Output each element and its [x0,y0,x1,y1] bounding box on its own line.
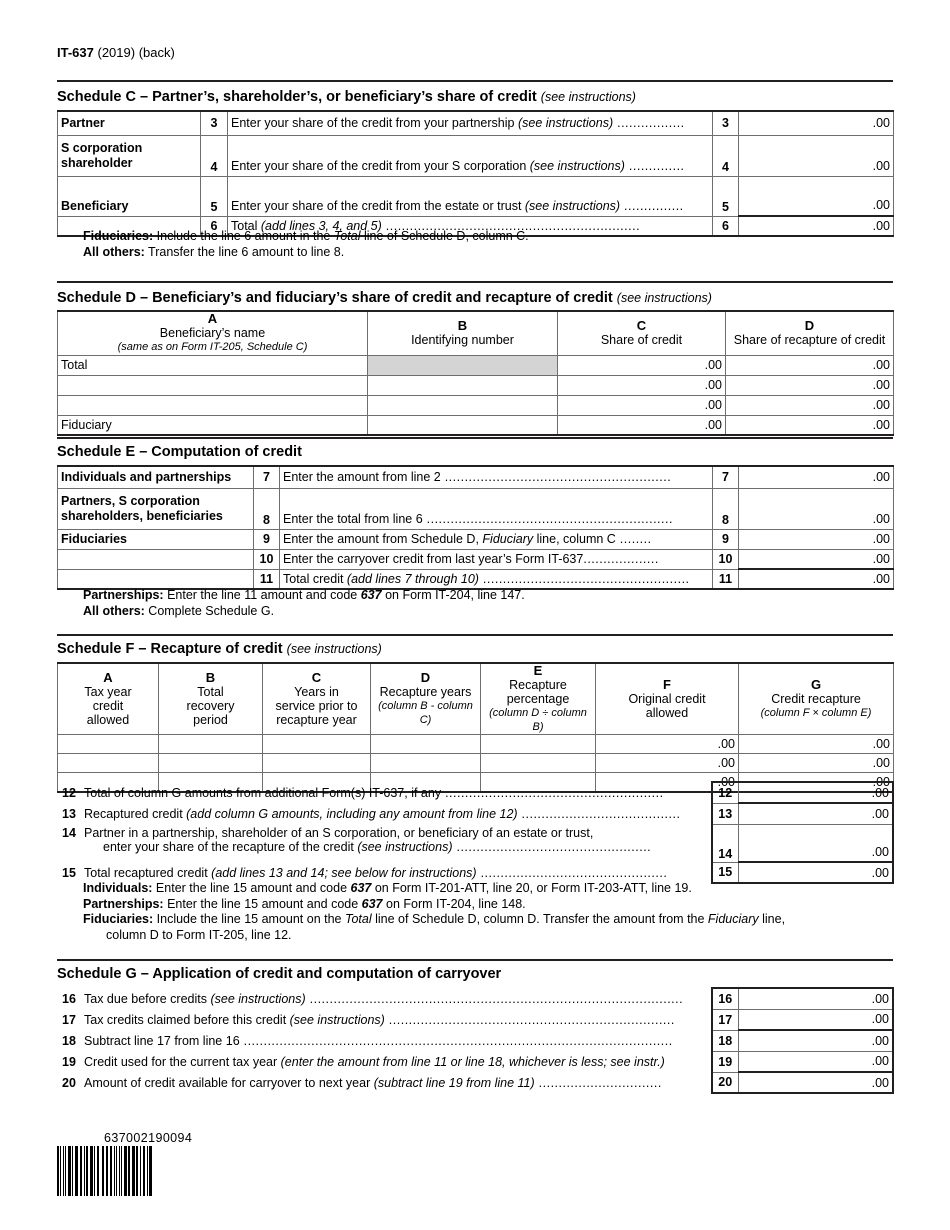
sf-col-a-letter: A [103,670,113,685]
schedule-e-table [57,465,894,590]
sf-desc-pre-14: enter your share of the recapture of the credit [103,840,358,854]
sf-cell-c[interactable] [263,735,371,754]
sf-col-c-name: Years in service prior to recapture year [275,685,358,727]
barcode [57,1146,152,1196]
sg-dots-17: ........................................................................ [384,1012,675,1027]
sg-dots-20: ............................... [534,1075,662,1090]
se-num2-7: 7 [713,466,739,488]
sc-num2-3: 3 [713,111,739,135]
sg-line-desc-20 [81,1072,712,1093]
schedule-e-title-text: Schedule E – Computation of credit [57,444,302,460]
sf-line-desc-14 [81,824,712,862]
note-label: All others: [83,603,145,618]
sf-col-g-sub: (column F × column E) [760,707,872,719]
note-ital2: Fiduciary [707,912,759,926]
sd-row-id-fiduciary[interactable] [368,415,558,435]
sg-desc-text-19: Credit used for the current tax year [84,1054,281,1069]
sf-col-b-letter: B [205,670,216,685]
sg-dots-18: ............................................................................................................ [239,1033,673,1048]
sf-desc-ital-14: (see instructions) [357,840,453,854]
sf-col-g-letter: G [810,677,822,692]
divider-schedule-d [57,281,893,283]
sf-desc-ital-15: (add lines 13 and 14; see below for instructions) [211,865,477,880]
sf-line-num-12: 12 [62,785,76,800]
note-all-others [83,604,525,620]
se-amount-8[interactable]: .00 [739,488,894,529]
se-dots-10: ................... [583,552,659,566]
sf-dots-14: ................................................. [452,840,652,854]
sf-col-c-letter: C [311,670,322,685]
sf-col-d-letter: D [420,670,431,685]
sg-num2-20: 20 [712,1072,738,1093]
sf-cell-c[interactable] [263,754,371,773]
se-desc-text-11: Total credit [283,571,347,586]
sd-row-id[interactable] [368,375,558,395]
sf-line-num-14: 14 [62,826,76,840]
sd-row-label[interactable] [58,375,368,395]
table-row [58,395,894,415]
sf-desc-text-12: Total of column G amounts from additional Form(s) IT-637, if any [84,785,442,800]
note-text: Include the line 6 amount in the [153,229,334,243]
sc-desc-text-5: Enter your share of the credit from the estate or trust [231,198,525,213]
sd-row-d[interactable]: .00 [726,375,894,395]
table-row [58,111,894,135]
note-text2: on Form IT-201-ATT, line 20, or Form IT-203-ATT, line 19. [371,881,692,895]
sg-amount-20[interactable]: .00 [738,1072,893,1093]
sg-desc-text-18: Subtract line 17 from line 16 [84,1033,240,1048]
sc-desc-ital-3: (see instructions) [517,116,614,131]
se-desc-ital-11: (add lines 7 through 10) [346,571,479,586]
sc-dots-6: ................................................................ [381,218,641,233]
sd-col-c-letter: C [636,318,647,334]
sf-amount-12[interactable]: .00 [738,782,893,803]
sf-cell-e[interactable] [481,754,596,773]
sf-line-desc-13 [81,803,712,824]
note-label: Individuals: [83,881,153,895]
table-row [58,466,894,488]
sf-num2-12: 12 [712,782,738,803]
note-label: Partnerships: [83,588,164,602]
note-code: 637 [360,588,382,602]
note-partnerships [83,897,785,913]
se-amount-9[interactable]: .00 [739,529,894,549]
sf-col-f-letter: F [663,677,671,692]
sd-row-d[interactable]: .00 [726,395,894,415]
table-row [58,375,894,395]
note-text: Include the line 15 amount on the [153,912,345,926]
schedule-d-title-note: (see instructions) [616,291,712,305]
sc-row-label-s-corp: S corporation shareholder [58,135,201,176]
sf-col-g-name: Credit recapture [771,692,861,706]
sg-desc-ital-16: (see instructions) [210,991,306,1006]
schedule-e-title [57,444,302,460]
sf-amount-15[interactable]: .00 [738,862,893,883]
note-ital1: Total [344,912,372,926]
sf-cell-f[interactable]: .00 [596,754,739,773]
sf-cell-b[interactable] [159,754,263,773]
se-desc-pre-9: Enter the amount from Schedule D, [283,532,483,546]
se-row-label-blank [58,549,254,569]
se-row-num-10: 10 [254,549,280,569]
se-desc-post-9: line, column C [533,532,616,546]
sf-col-e-letter: E [533,663,543,678]
schedule-f-title-text: Schedule F – Recapture of credit [57,641,283,657]
table-row [57,1072,893,1093]
schedule-f-table [57,662,894,793]
note-text2: on Form IT-204, line 147. [381,588,525,602]
table-row [57,1051,893,1072]
sd-col-d-sub: of credit [840,333,886,348]
sg-dots-16: .............................................................................................. [305,991,684,1006]
sd-col-a-letter: A [207,311,218,327]
schedule-c-title [57,89,636,105]
sg-line-num-20: 20 [62,1075,76,1090]
sf-col-b-name: Total recovery period [186,685,235,727]
sf-line-num-15: 15 [62,865,76,880]
se-row-num-7: 7 [254,466,280,488]
table-row [58,529,894,549]
sg-line-desc-19 [81,1051,712,1072]
sf-dots-15: ............................................... [476,865,668,880]
form-number: IT-637 [57,45,94,60]
sf-num2-13: 13 [712,803,738,824]
sf-col-b [159,663,263,735]
sf-desc-line2-14 [84,840,708,854]
table-header-row [58,663,894,735]
sg-line-desc-16 [81,988,712,1009]
sf-line-desc-15 [81,862,712,883]
sf-desc-text-15: Total recaptured credit [84,865,212,880]
se-row-num-9: 9 [254,529,280,549]
sf-col-d-sub: (column B - column C) [378,700,473,726]
schedule-d-title-text: Schedule D – Beneficiary’s and fiduciary’s share of credit and recapture of credit [57,290,613,306]
sd-col-a-name: Beneficiary’s name [159,326,266,341]
se-desc-text-10: Enter the carryover credit from last year’s Form IT-637 [283,552,584,566]
sf-line-desc-12 [81,782,712,803]
se-row-num-11: 11 [254,569,280,589]
se-row-label-blank2 [58,569,254,589]
sd-col-a [58,311,368,355]
sf-col-a-name: Tax year credit allowed [84,685,132,727]
se-num2-11: 11 [713,569,739,589]
sg-amount-18[interactable]: .00 [738,1030,893,1051]
sf-cell-d[interactable] [371,735,481,754]
sc-row-desc-4 [228,135,713,176]
sd-col-c-name: Share of credit [600,333,683,348]
sg-desc-text-16: Tax due before credits [84,991,211,1006]
sd-col-d-name: Share of recapture [733,333,838,348]
barcode-number: 637002190094 [104,1131,193,1145]
sf-col-e-name: Recapture percentage [506,678,570,706]
sc-desc-ital-4: (see instructions) [529,158,625,173]
sf-col-f-name: Original credit allowed [628,692,706,720]
sg-line-num-16: 16 [62,991,76,1006]
schedule-g-title [57,966,501,982]
sg-desc-ital-20: (subtract line 19 from line 11) [373,1075,535,1090]
note-individuals [83,881,785,897]
sd-col-b-letter: B [457,318,468,334]
sg-num2-18: 18 [712,1030,738,1051]
sc-dots-5: ............... [620,198,684,213]
sg-line-desc-17 [81,1009,712,1030]
divider-schedule-c [57,80,893,82]
sf-num2-15: 15 [712,862,738,883]
se-row-label-fiduciaries: Fiduciaries [58,529,254,549]
table-row [58,488,894,529]
sf-cell-g[interactable]: .00 [739,773,894,792]
se-row-desc-8 [280,488,713,529]
sf-cell-f[interactable]: .00 [596,735,739,754]
note-label: Partnerships: [83,896,164,911]
sf-cell-a[interactable] [58,754,159,773]
divider-schedule-e [57,437,893,439]
table-row [58,735,894,754]
sg-amount-19[interactable]: .00 [738,1051,893,1072]
sd-row-label[interactable] [58,395,368,415]
schedule-c-title-note: (see instructions) [540,90,636,104]
table-row [58,355,894,375]
sd-row-id-total [368,355,558,375]
schedule-c-table [57,110,894,237]
table-row [58,569,894,589]
sf-desc-text-14: Partner in a partnership, shareholder of an S corporation, or beneficiary of an estate or trust, [84,826,594,840]
schedule-d-title [57,290,712,306]
sf-cell-e[interactable] [481,735,596,754]
sc-dots-3: ................. [613,116,685,131]
sd-row-c-fiduciary[interactable]: .00 [558,415,726,435]
sf-cell-g[interactable]: .00 [739,754,894,773]
sf-col-c [263,663,371,735]
sg-line-desc-18 [81,1030,712,1051]
sd-row-d-total[interactable]: .00 [726,355,894,375]
table-row [57,824,893,862]
se-num2-9: 9 [713,529,739,549]
sf-cell-b[interactable] [159,735,263,754]
sf-col-f [596,663,739,735]
schedule-g-title-text: Schedule G – Application of credit and computation of carryover [57,966,502,982]
schedule-f-notes [83,881,785,943]
table-row [57,803,893,824]
note-text: Enter the line 15 amount and code [163,896,362,911]
note-text2: line of Schedule D, column D. Transfer the amount from the [371,912,708,926]
sc-row-num-4: 4 [201,135,228,176]
sg-desc-text-17: Tax credits claimed before this credit [84,1012,290,1027]
se-dots-11: .................................................... [478,571,690,586]
se-dots-9: ........ [615,532,652,546]
sc-row-num-6: 6 [201,216,228,236]
se-row-desc-11 [280,569,713,589]
se-desc-text-7: Enter the amount from line 2 [283,470,441,485]
schedule-d-table [57,310,894,436]
sd-row-c[interactable]: .00 [558,395,726,415]
sf-col-g [739,663,894,735]
form-side: (back) [138,45,175,60]
note-ital: Total [333,229,361,243]
sg-amount-17[interactable]: .00 [738,1009,893,1030]
sg-num2-19: 19 [712,1051,738,1072]
se-amount-7[interactable]: .00 [739,466,894,488]
sc-dots-4: .............. [624,158,685,173]
se-desc-text-8: Enter the total from line 6 [283,511,423,526]
sc-row-desc-3 [228,111,713,135]
table-row [58,415,894,435]
sc-amount-4[interactable]: .00 [739,135,894,176]
sc-desc-text-4: Enter your share of the credit from your S corporation [231,158,530,173]
table-row [57,782,893,803]
sd-row-label-fiduciary: Fiduciary [58,415,368,435]
sf-amount-13[interactable]: .00 [738,803,893,824]
se-amount-10[interactable]: .00 [739,549,894,569]
se-row-label-partners: Partners, S corporation shareholders, beneficiaries [58,488,254,529]
note-text2: on Form IT-204, line 148. [382,896,526,911]
note-text: Enter the line 15 amount and code [152,881,351,895]
table-row [58,135,894,176]
sg-desc-text-20: Amount of credit available for carryover to next year [84,1075,374,1090]
se-row-desc-10 [280,549,713,569]
sg-num2-16: 16 [712,988,738,1009]
form-year: (2019) [97,45,136,60]
schedule-f-title-note: (see instructions) [286,642,382,656]
sd-row-id[interactable] [368,395,558,415]
table-row [58,754,894,773]
note-label: Fiduciaries: [83,912,154,926]
note-partnerships [83,588,525,604]
sf-col-a [58,663,159,735]
sc-amount-5[interactable]: .00 [739,176,894,216]
note-all-others [83,245,529,261]
note-text2: line of Schedule D, column C. [360,229,529,243]
sd-col-c [558,311,726,355]
se-num2-10: 10 [713,549,739,569]
sc-amount-3[interactable]: .00 [739,111,894,135]
sd-row-label-total: Total [58,355,368,375]
sc-num2-4: 4 [713,135,739,176]
sf-cell-f[interactable]: .00 [596,773,739,792]
sc-num2-6: 6 [713,216,739,236]
se-desc-ital-9: Fiduciary [482,532,534,546]
sg-line-num-18: 18 [62,1033,76,1048]
sd-col-d [726,311,894,355]
se-amount-11[interactable]: .00 [739,569,894,589]
schedule-g-table [57,987,894,1094]
sc-row-label-beneficiary: Beneficiary [58,176,201,216]
schedule-c-title-text: Schedule C – Partner’s, shareholder’s, or beneficiary’s share of credit [57,89,537,105]
schedule-e-notes [83,588,525,619]
sg-desc-ital-17: (see instructions) [289,1012,385,1027]
sd-row-d-fiduciary[interactable]: .00 [726,415,894,435]
sd-col-a-sub: (same as on Form IT-205, Schedule C) [117,341,308,354]
schedule-c-notes [83,229,529,260]
se-row-desc-7 [280,466,713,488]
note-code: 637 [361,896,383,911]
se-row-num-8: 8 [254,488,280,529]
sc-row-label-partner: Partner [58,111,201,135]
sc-num2-5: 5 [713,176,739,216]
note-fiduciaries-cont: column D to Form IT-205, line 12. [106,927,292,942]
schedule-f-lines-table [57,781,894,884]
sf-dots-12: ....................................................... [441,785,664,800]
sf-col-d [371,663,481,735]
note-label: Fiduciaries: [83,229,154,243]
divider-schedule-g [57,959,893,961]
note-text: Complete Schedule G. [144,603,275,618]
note-text3: line, [758,912,786,926]
sf-cell-a[interactable] [58,735,159,754]
table-row [58,549,894,569]
sg-amount-16[interactable]: .00 [738,988,893,1009]
note-text: Transfer the line 6 amount to line 8. [144,244,345,259]
sc-row-num-3: 3 [201,111,228,135]
sf-dots-13: ........................................ [517,806,681,821]
sc-desc-text-3: Enter your share of the credit from your partnership [231,116,518,131]
sf-num2-14: 14 [712,824,738,862]
se-dots-7: ......................................................... [440,470,672,485]
se-row-desc-9 [280,529,713,549]
sf-line-num-13: 13 [62,806,76,821]
table-row [57,1030,893,1051]
table-header-row [58,311,894,355]
se-dots-8: .............................................................. [422,511,673,526]
sf-col-d-name: Recapture years [379,685,472,699]
sc-amount-6[interactable]: .00 [739,216,894,236]
sf-desc-ital-13: (add column G amounts, including any amount from line 12) [186,806,518,821]
sg-desc-ital-19: (enter the amount from line 11 or line 18, whichever is less; see instr.) [280,1054,665,1069]
sf-cell-d[interactable] [371,754,481,773]
note-fiduciaries [83,912,785,928]
sc-desc-text-6: Total [231,218,261,233]
sd-col-d-letter: D [804,318,815,334]
sc-desc-ital-5: (see instructions) [524,198,621,213]
sg-line-num-17: 17 [62,1012,76,1027]
sg-num2-17: 17 [712,1009,738,1030]
table-row [57,1009,893,1030]
page-header [57,45,175,60]
sd-col-b-name: Identifying number [411,333,514,348]
table-row [58,176,894,216]
note-label: All others: [83,244,145,259]
divider-schedule-f [57,634,893,636]
table-row [57,988,893,1009]
sc-row-desc-5 [228,176,713,216]
sf-col-e [481,663,596,735]
sf-desc-text-13: Recaptured credit [84,806,187,821]
se-row-label-individuals: Individuals and partnerships [58,466,254,488]
sg-line-num-19: 19 [62,1054,76,1069]
se-num2-8: 8 [713,488,739,529]
sd-row-c[interactable]: .00 [558,375,726,395]
note-text: Enter the line 11 amount and code [163,588,361,602]
sc-desc-ital-6: (add lines 3, 4, and 5) [260,218,382,233]
sc-row-num-5: 5 [201,176,228,216]
schedule-f-title [57,641,382,657]
sf-amount-14[interactable]: .00 [738,824,893,862]
note-fiduciaries [83,229,529,245]
sd-col-b [368,311,558,355]
note-code: 637 [350,881,372,895]
sf-cell-g[interactable]: .00 [739,735,894,754]
sf-col-e-sub: (column D ÷ column B) [489,707,587,733]
table-row [57,862,893,883]
sd-row-c-total[interactable]: .00 [558,355,726,375]
